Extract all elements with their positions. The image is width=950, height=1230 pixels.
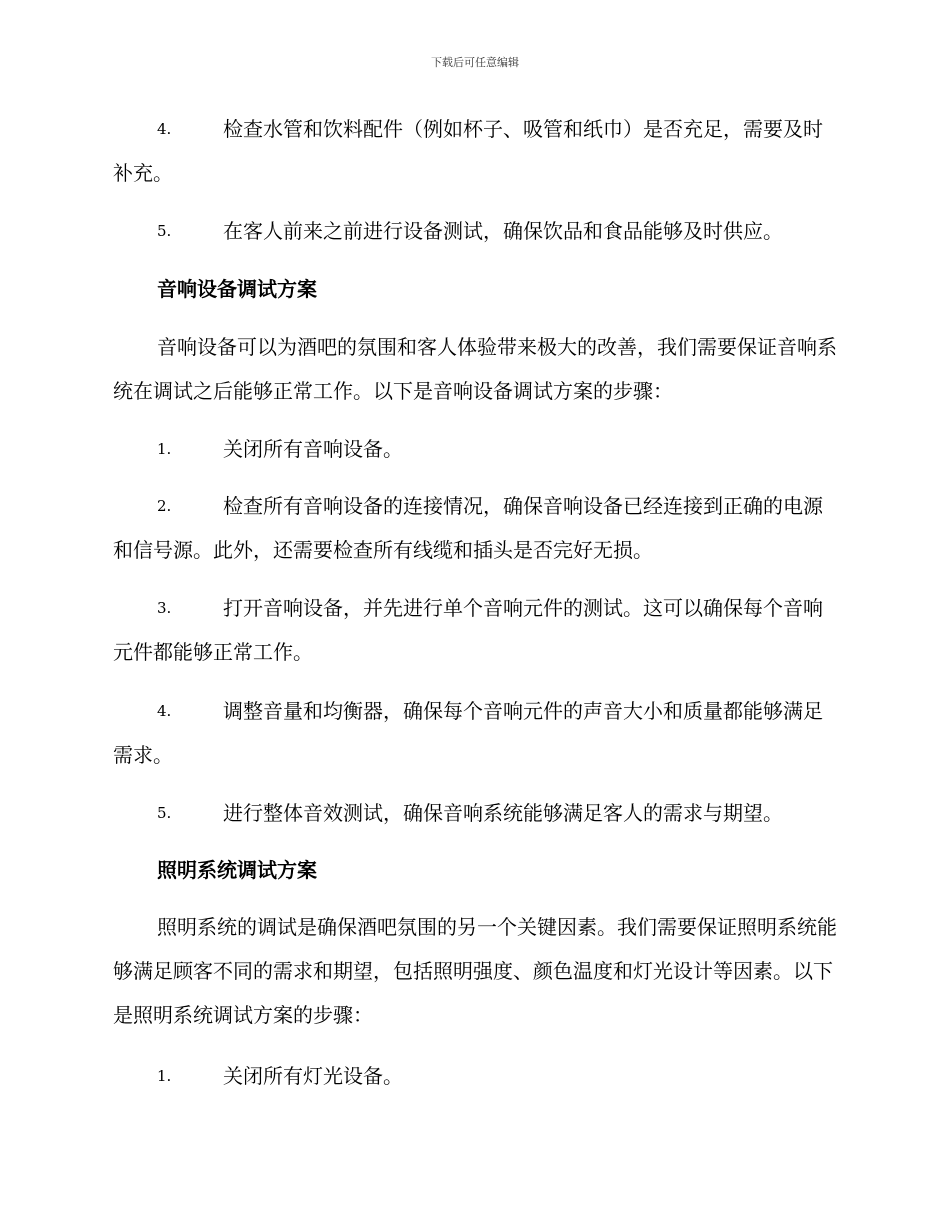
list-item-number: 5.: [157, 222, 172, 240]
paragraph-text: 音响设备可以为酒吧的氛围和客人体验带来极大的改善，我们需要保证音响系统在调试之后能够正常工作。以下是音响设备调试方案的步骤：: [113, 335, 837, 403]
list-item: [113, 209, 838, 253]
list-item: [113, 586, 838, 674]
list-item-text: 进行整体音效测试，确保音响系统能够满足客人的需求与期望。: [223, 801, 783, 825]
list-item-text: 检查所有音响设备的连接情况，确保音响设备已经连接到正确的电源和信号源。此外，还需要检查所有线缆和插头是否完好无损。: [113, 494, 823, 562]
section-heading-audio: 音响设备调试方案: [157, 277, 317, 301]
list-item-text: 关闭所有音响设备。: [223, 437, 403, 461]
list-item-number: 1.: [157, 1067, 172, 1085]
list-item-text: 检查水管和饮料配件（例如杯子、吸管和纸巾）是否充足，需要及时补充。: [113, 117, 823, 185]
list-item-number: 5.: [157, 804, 172, 822]
list-item-text: 打开音响设备，并先进行单个音响元件的测试。这可以确保每个音响元件都能够正常工作。: [113, 596, 823, 664]
list-item-number: 3.: [157, 599, 172, 617]
list-item-number: 2.: [157, 497, 172, 515]
page-header: 下载后可任意编辑: [431, 56, 519, 69]
list-item-text: 关闭所有灯光设备。: [223, 1064, 403, 1088]
paragraph-text: 照明系统的调试是确保酒吧氛围的另一个关键因素。我们需要保证照明系统能够满足顾客不同的需求和期望，包括照明强度、颜色温度和灯光设计等因素。以下是照明系统调试方案的步骤：: [113, 915, 837, 1027]
list-item-text: 在客人前来之前进行设备测试，确保饮品和食品能够及时供应。: [223, 219, 783, 243]
list-item-number: 4.: [157, 120, 172, 138]
section-intro-audio: [113, 325, 838, 413]
list-item-text: 调整音量和均衡器，确保每个音响元件的声音大小和质量都能够满足需求。: [113, 699, 823, 767]
list-item-number: 1.: [157, 440, 172, 458]
list-item: [113, 791, 838, 835]
list-item: [113, 484, 838, 572]
list-item: [113, 107, 838, 195]
list-item-number: 4.: [157, 702, 172, 720]
list-item: [113, 427, 838, 471]
list-item: [113, 1054, 838, 1098]
list-item: [113, 689, 838, 777]
section-heading-lighting: 照明系统调试方案: [157, 858, 317, 882]
section-intro-lighting: [113, 905, 838, 1037]
